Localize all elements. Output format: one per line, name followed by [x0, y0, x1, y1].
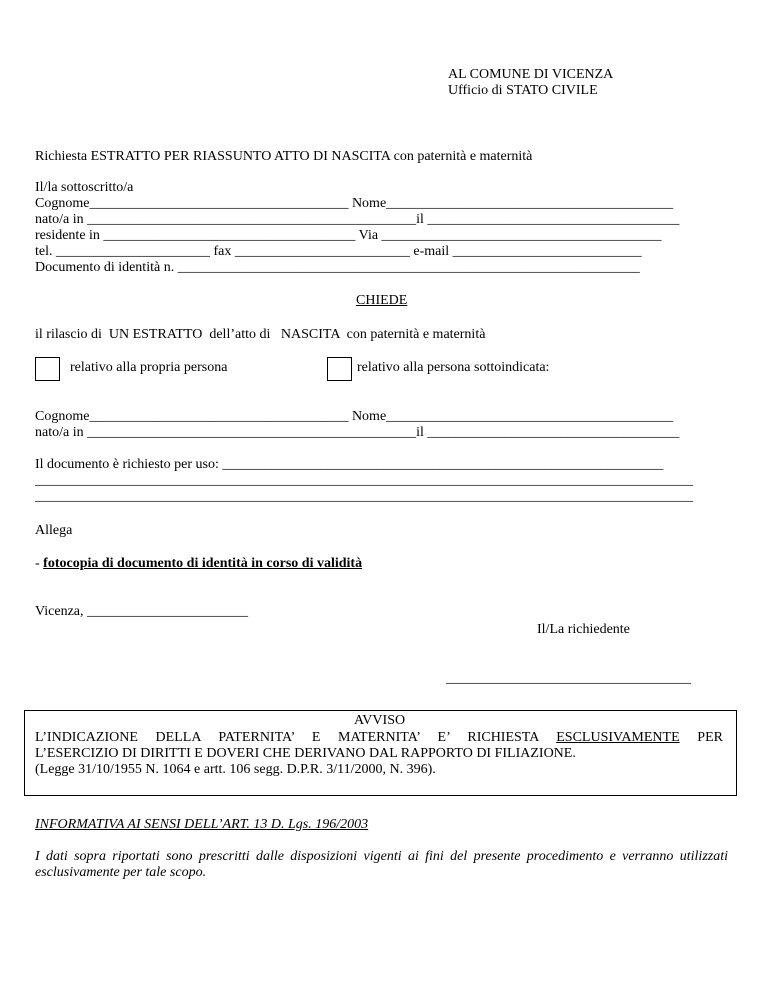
avviso-box — [24, 710, 737, 796]
request-title: Richiesta ESTRATTO PER RIASSUNTO ATTO DI NASCITA con paternità e maternità — [35, 149, 533, 164]
avviso-line-1 — [35, 730, 723, 745]
other-person-checkbox[interactable] — [327, 357, 352, 381]
applicant-contacts-field[interactable]: tel. ______________________ fax _________________________ e-mail ___________________________ — [35, 244, 642, 259]
applicant-birthplace-date-field[interactable]: nato/a in _______________________________________________il ____________________________________ — [35, 212, 680, 227]
informativa-text: I dati sopra riportati sono prescritti dalle disposizioni vigenti ai fini del presente procedimento e verranno utilizzati esclusivamente per tale scopo. — [35, 849, 728, 880]
uso-field-line-3[interactable]: ______________________________________________________________________________________________ — [35, 489, 693, 504]
own-person-checkbox[interactable] — [35, 357, 60, 381]
allega-label: Allega — [35, 523, 73, 538]
avviso-title: AVVISO — [354, 713, 406, 728]
avviso-esclusivamente: ESCLUSIVAMENTE — [556, 730, 680, 745]
applicant-cognome-nome-field[interactable]: Cognome_____________________________________ Nome_________________________________________ — [35, 196, 674, 211]
applicant-intro: Il/la sottoscritto/a — [35, 180, 134, 195]
uso-field-line-2[interactable]: ______________________________________________________________________________________________ — [35, 473, 693, 488]
avviso-line-1-c: PER — [679, 730, 723, 745]
applicant-id-document-field[interactable]: Documento di identità n. __________________________________________________________________ — [35, 260, 640, 275]
richiedente-label: Il/La richiedente — [537, 622, 630, 637]
subject-birthplace-date-field[interactable]: nato/a in _______________________________________________il ____________________________________ — [35, 425, 680, 440]
addressee-line-1: AL COMUNE DI VICENZA — [448, 67, 614, 82]
other-person-label: relativo alla persona sottoindicata: — [357, 360, 550, 375]
addressee-line-2: Ufficio di STATO CIVILE — [448, 83, 598, 98]
informativa-title: INFORMATIVA AI SENSI DELL’ART. 13 D. Lgs. 196/2003 — [35, 817, 369, 832]
allega-dash: - — [35, 556, 44, 571]
applicant-residence-field[interactable]: residente in ____________________________________ Via ________________________________________ — [35, 228, 662, 243]
rilascio-text: il rilascio di UN ESTRATTO dell’atto di NASCITA con paternità e maternità — [35, 327, 486, 342]
subject-cognome-nome-field[interactable]: Cognome_____________________________________ Nome_________________________________________ — [35, 409, 674, 424]
own-person-label: relativo alla propria persona — [70, 360, 228, 375]
chiede-heading: CHIEDE — [356, 293, 408, 308]
place-date-field[interactable]: Vicenza, _______________________ — [35, 604, 249, 619]
allega-item — [35, 556, 362, 571]
avviso-line-3: (Legge 31/10/1955 N. 1064 e artt. 106 segg. D.P.R. 3/11/2000, N. 396). — [35, 762, 436, 777]
signature-line[interactable]: ___________________________________ — [446, 671, 691, 686]
avviso-line-1-a: L’INDICAZIONE DELLA PATERNITA’ E MATERNITA’ E’ RICHIESTA — [35, 730, 557, 745]
allega-item-text: fotocopia di documento di identità in corso di validità — [43, 556, 363, 571]
avviso-line-2: L’ESERCIZIO DI DIRITTI E DOVERI CHE DERIVANO DAL RAPPORTO DI FILIAZIONE. — [35, 746, 576, 761]
uso-field-line-1[interactable]: Il documento è richiesto per uso: _______________________________________________________________ — [35, 457, 664, 472]
